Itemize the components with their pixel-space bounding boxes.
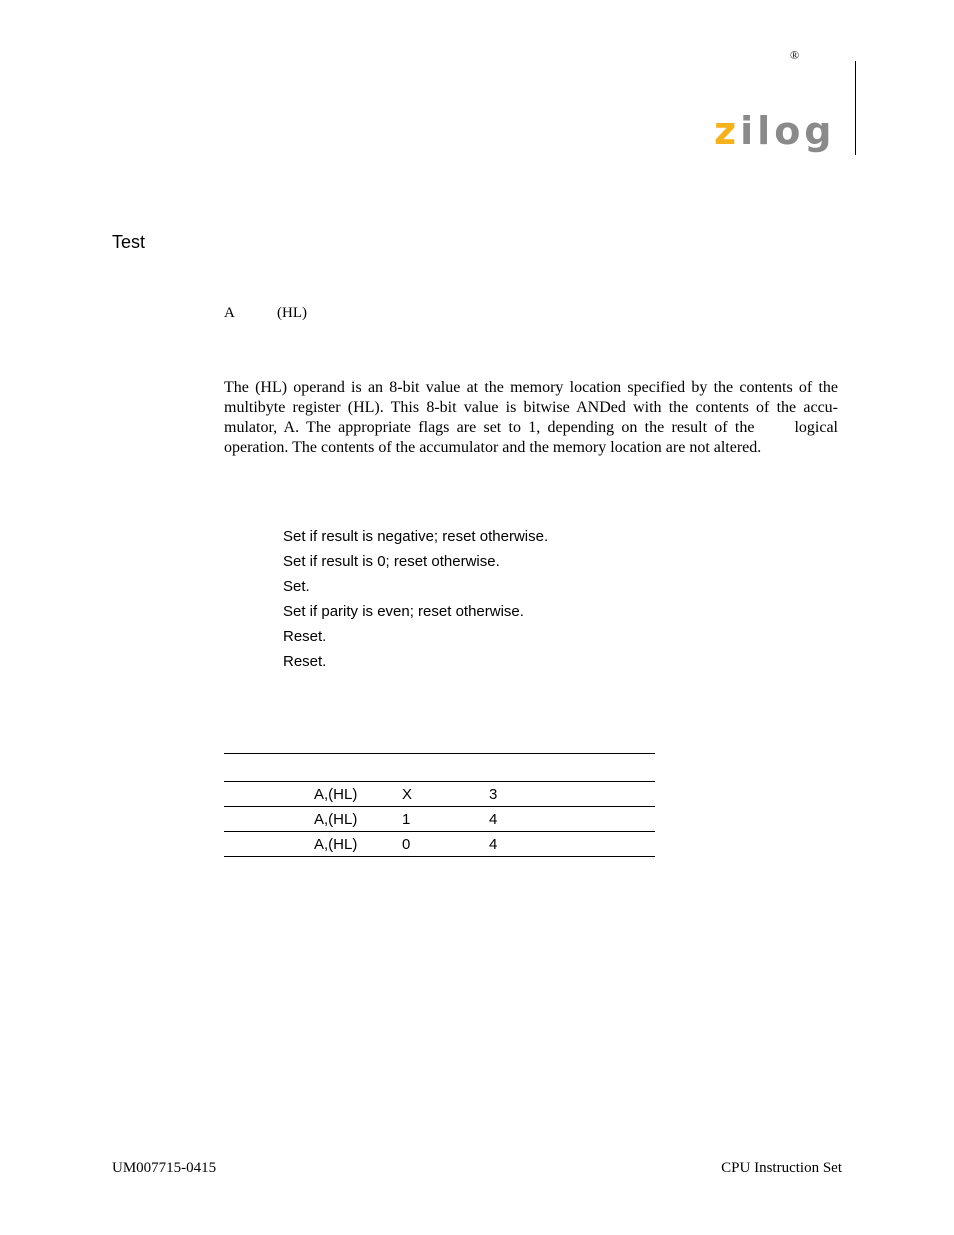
- value-cell: 3: [489, 782, 655, 807]
- operand-cell: A,(HL): [314, 807, 402, 832]
- value-cell: 1: [402, 807, 489, 832]
- table-row: [224, 807, 655, 832]
- value-cell: X: [402, 782, 489, 807]
- description-line-part: mulator, A. The appropriate flags are set to 1, depending on the result of the: [224, 419, 755, 436]
- operand-cell: A,(HL): [314, 782, 402, 807]
- flag-description: Set if parity is even; reset otherwise.: [283, 603, 524, 620]
- table-row: [224, 832, 655, 857]
- description-paragraph: [224, 378, 838, 458]
- description-line-part: logical: [794, 419, 838, 436]
- logo-text: zilog: [714, 109, 836, 153]
- footer-section-name: CPU Instruction Set: [721, 1160, 842, 1176]
- footer-doc-number: UM007715-0415: [112, 1160, 217, 1176]
- table-row: [224, 782, 655, 807]
- description-line: multibyte register (HL). This 8-bit value is bitwise ANDed with the contents of the accu-: [224, 399, 838, 416]
- zilog-logo: [712, 104, 852, 160]
- operation-right: (HL): [277, 305, 307, 321]
- operation-left: A: [224, 305, 235, 321]
- flag-description: Set.: [283, 578, 310, 595]
- operand-cell: A,(HL): [314, 832, 402, 857]
- opcode-table: [224, 753, 655, 857]
- description-line: operation. The contents of the accumulator and the memory location are not altered.: [224, 439, 762, 456]
- table-header-row: [224, 754, 655, 782]
- description-line: [224, 418, 838, 438]
- value-cell: 4: [489, 832, 655, 857]
- flag-description: Set if result is 0; reset otherwise.: [283, 553, 500, 570]
- section-title: Test: [112, 232, 146, 252]
- header-rule: [855, 61, 856, 155]
- description-line: The (HL) operand is an 8-bit value at the memory location specified by the contents of the: [224, 379, 838, 396]
- value-cell: 4: [489, 807, 655, 832]
- flag-description: Reset.: [283, 628, 327, 645]
- value-cell: 0: [402, 832, 489, 857]
- condition-flags-list: [283, 527, 548, 677]
- registered-mark: ®: [790, 48, 800, 62]
- flag-description: Reset.: [283, 653, 327, 670]
- flag-description: Set if result is negative; reset otherwise.: [283, 528, 549, 545]
